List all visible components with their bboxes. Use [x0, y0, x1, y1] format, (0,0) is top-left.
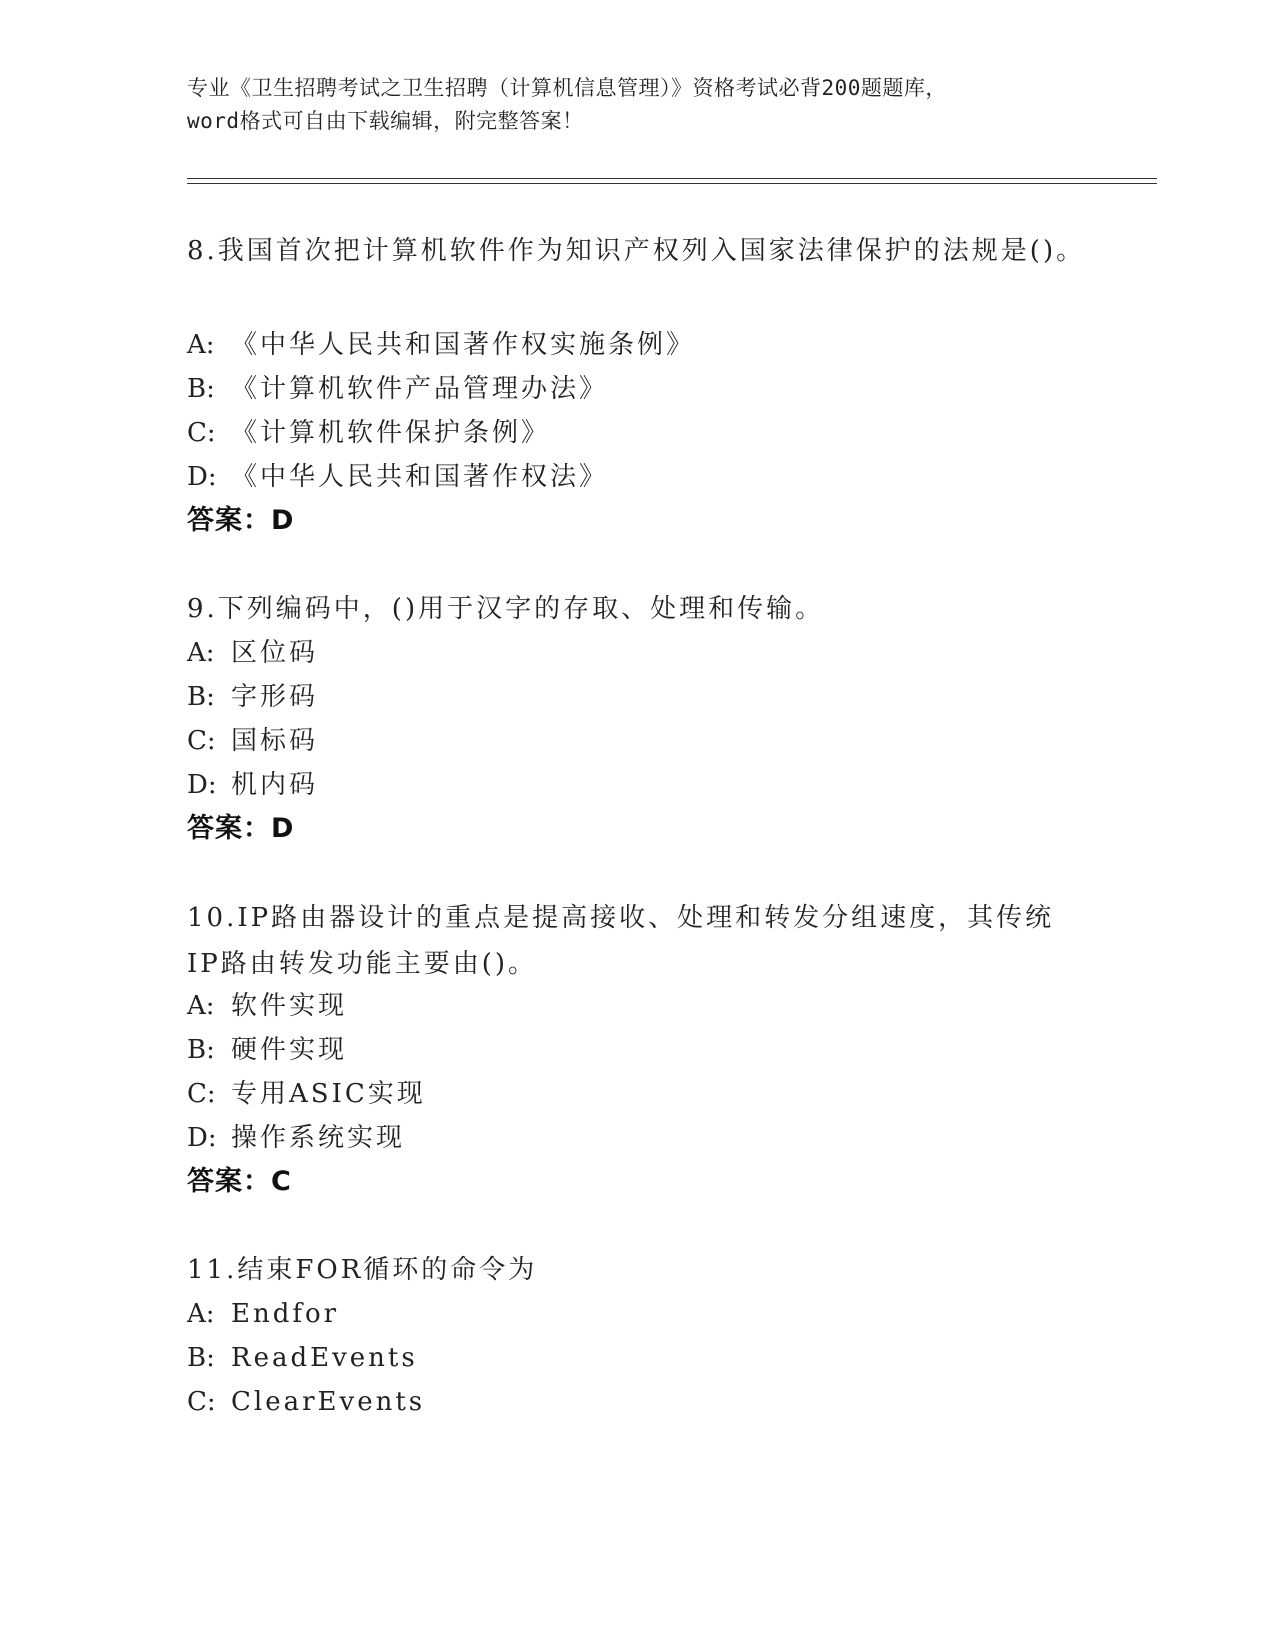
option-text: 硬件实现: [231, 1035, 348, 1065]
option-text: 机内码: [231, 770, 319, 800]
question-11-option-a: [187, 1291, 1087, 1337]
question-11-option-b: [187, 1335, 1087, 1381]
option-letter: C:: [187, 1079, 216, 1109]
document-header: [187, 72, 1087, 138]
option-text: 字形码: [231, 682, 319, 712]
question-11-option-c: [187, 1379, 1087, 1425]
question-11-text: 11.结束FOR循环的命令为: [187, 1255, 538, 1285]
question-8-text: 8.我国首次把计算机软件作为知识产权列入国家法律保护的法规是()。: [187, 236, 1086, 266]
option-text: 《中华人民共和国著作权法》: [231, 462, 609, 492]
option-letter: A:: [187, 991, 215, 1021]
option-text: 区位码: [231, 638, 319, 668]
question-10-option-d: [187, 1115, 1087, 1161]
option-letter: B:: [187, 374, 215, 404]
option-text: 软件实现: [231, 991, 348, 1021]
option-text: 国标码: [231, 726, 319, 756]
question-9-answer: 答案：D: [187, 813, 295, 844]
option-text: 《计算机软件产品管理办法》: [231, 374, 609, 404]
option-letter: B:: [187, 682, 215, 712]
option-letter: C:: [187, 418, 216, 448]
question-10-text: 10.IP路由器设计的重点是提高接收、处理和转发分组速度，其传统IP路由转发功能主要由()。: [187, 903, 1055, 979]
question-9-option-d: [187, 762, 1087, 808]
question-8-option-c: [187, 410, 1087, 456]
header-divider-bottom: [187, 183, 1157, 184]
header-divider-top: [187, 178, 1157, 179]
question-8-option-d: [187, 454, 1087, 500]
question-10-option-c: [187, 1071, 1087, 1117]
question-8-option-a: [187, 322, 1087, 368]
option-letter: B:: [187, 1035, 215, 1065]
option-letter: C:: [187, 1387, 216, 1417]
option-letter: A:: [187, 330, 215, 360]
question-9-option-a: [187, 630, 1087, 676]
option-text: 专用ASIC实现: [231, 1079, 426, 1109]
header-line-1: 专业《卫生招聘考试之卫生招聘（计算机信息管理）》资格考试必背200题题库，: [187, 76, 947, 100]
option-letter: B:: [187, 1343, 215, 1373]
question-9-text: 9.下列编码中，()用于汉字的存取、处理和传输。: [187, 594, 825, 624]
option-letter: C:: [187, 726, 216, 756]
question-10-option-b: [187, 1027, 1087, 1073]
question-8-option-b: [187, 366, 1087, 412]
option-text: ClearEvents: [231, 1387, 426, 1417]
option-letter: D:: [187, 770, 217, 800]
option-text: ReadEvents: [231, 1343, 418, 1373]
option-letter: A:: [187, 1299, 215, 1329]
option-letter: D:: [187, 1123, 217, 1153]
question-9-option-c: [187, 718, 1087, 764]
option-text: Endfor: [231, 1299, 340, 1329]
option-letter: D:: [187, 462, 217, 492]
question-10-option-a: [187, 983, 1087, 1029]
option-text: 《计算机软件保护条例》: [231, 418, 551, 448]
option-text: 操作系统实现: [231, 1123, 406, 1153]
header-line-2: word格式可自由下载编辑，附完整答案！: [187, 109, 584, 133]
question-10-answer: 答案：C: [187, 1166, 292, 1197]
question-8-answer: 答案：D: [187, 505, 295, 536]
option-text: 《中华人民共和国著作权实施条例》: [231, 330, 696, 360]
question-9-option-b: [187, 674, 1087, 720]
option-letter: A:: [187, 638, 215, 668]
